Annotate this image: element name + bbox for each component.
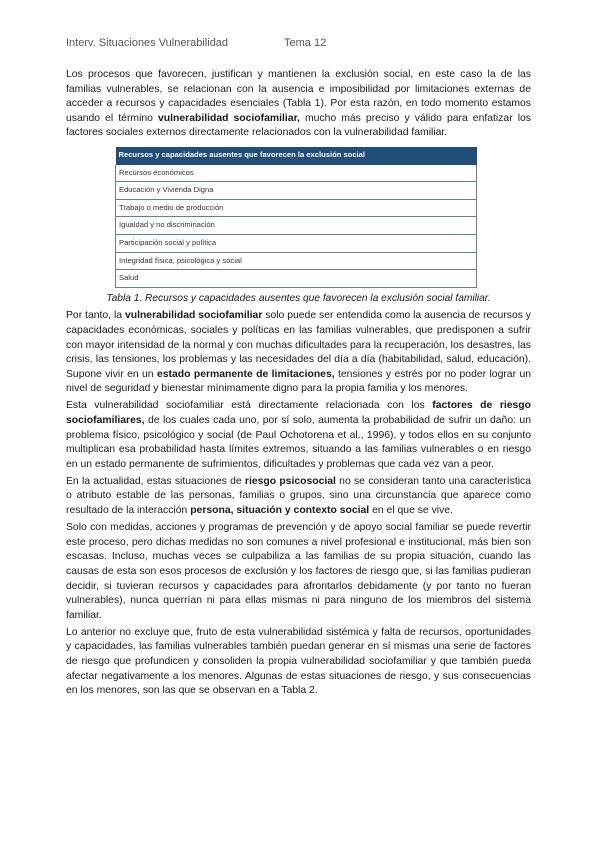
table-row [116,165,477,182]
table-cell: Trabajo o medio de producción [116,199,477,217]
table-row [116,217,477,235]
text-run: mucho más preciso y válido para enfatizar los factores sociales externos directamente relacionados con la vulnerabilidad familiar. [66,112,532,139]
text-run: Esta vulnerabilidad sociofamiliar está directamente relacionada con los [66,400,433,412]
document-title: Interv. Situaciones Vulnerabilidad [66,37,229,49]
text-run: Los procesos que favorecen, justifican y mantienen la exclusión social, en este caso la de las familias vulnerables, se relacionan con la ausencia e imposibilidad por limitaciones externas de acceder a recursos y capacidades esenciales (Tabla 1). Por esta razón, en todo momento estamos usando el término [66,69,531,124]
paragraph-1 [66,68,531,141]
table-cell: Igualdad y no discriminación [116,217,477,235]
bold-term: riesgo psicosocial [244,475,336,487]
paragraph-6: Lo anterior no excluye que, fruto de esta vulnerabilidad sistémica y falta de recursos, oportunidades y capacidades, las familias vulnerables también puedan generar en sí mismas una serie de factores de riesgo que profundicen y consoliden la propia vulnerabilidad sociofamiliar y que también pueda afectar negativamente a los menores. Algunas de estas situaciones de riesgo, y sus consecuencias en los menores, son las que se observan en a Tabla 2. [66,626,531,697]
table-cell: Salud [116,270,477,288]
table-cell: Recursos económicos [116,165,477,182]
bold-term: persona, situación y contexto social [190,505,370,517]
paragraph-4 [66,475,531,519]
table-cell: Integridad física, psicológica y social [116,252,477,270]
bold-term: factores de riesgo sociofamiliares, [66,400,531,426]
table-cell: Educación y Vivienda Digna [116,182,477,200]
text-run: solo puede ser entendida como la ausencia de recursos y capacidades económicas, sociales y políticas en las familias vulnerables, que predisponen a sufrir con mayor intensidad de la normal y con muchas dificultades para la recuperación, los desastres, las crisis, las tensiones, los problemas y las necesidades del día a día (habitabilidad, salud, educación). Supone vivir en un [66,310,531,380]
bold-term: vulnerabilidad sociofamiliar [124,310,263,322]
table-row [116,270,477,288]
bold-term: vulnerabilidad sociofamiliar, [158,112,300,124]
text-run: Por tanto, la [66,310,125,322]
table-row [116,234,477,252]
text-run: tensiones y estrés por no poder lograr un nivel de seguridad y bienestar mínimamente digno para la propia familia y los menores. [66,368,531,395]
table-row [116,199,477,217]
table-row [116,182,477,200]
table-cell: Participación social y política [116,234,477,252]
table-row [116,252,477,270]
paragraph-2 [66,309,531,397]
table-header: Recursos y capacidades ausentes que favorecen la exclusión social [116,147,477,165]
text-run: de los cuales cada uno, por sí solo, aumenta la probabilidad de sufrir un daño: un problema físico, psicológico y social (de Paul Ochotorena et al., 1996), y todos ellos en su conjunto multiplican esa probabilidad hasta límites extremos, situando a las familias vulnerables o en riesgo en un estado permanente de sufrimientos, dificultades y problemas que cada vez van a peor. [66,414,531,470]
bold-term: estado permanente de limitaciones, [156,368,335,380]
table-caption: Tabla 1. Recursos y capacidades ausentes que favorecen la exclusión social familiar. [106,292,491,304]
page-header [66,37,327,49]
text-run: En la actualidad, estas situaciones de [66,475,245,487]
paragraph-5: Solo con medidas, acciones y programas de prevención y de apoyo social familiar se puede revertir este proceso, pero dichas medidas no son comunes a nivel profesional e institucional, más bien son escasas. Incluso, muchas veces se culpabiliza a las familias de su propia situación, cuando las causas de esta son esos procesos de exclusión y los factores de riesgo que, si las familias pudieran decidir, si tuvieran recursos y capacidades para afrontarlos debidamente (y por tanto no fueran vulnerables), nunca querrían ni para ellas mismas ni para ninguno de los miembros del sistema familiar. [66,522,531,621]
document-body [66,68,531,701]
topic-label: Tema 12 [284,37,327,49]
text-run: no se consideran tanto una característica o atributo estable de las personas, familias o grupos, sino una circunstancia que aparece como resultado de la interacción [66,475,531,517]
table-1 [115,147,477,288]
paragraph-3 [66,399,531,472]
text-run: en el que se vive. [369,505,453,517]
